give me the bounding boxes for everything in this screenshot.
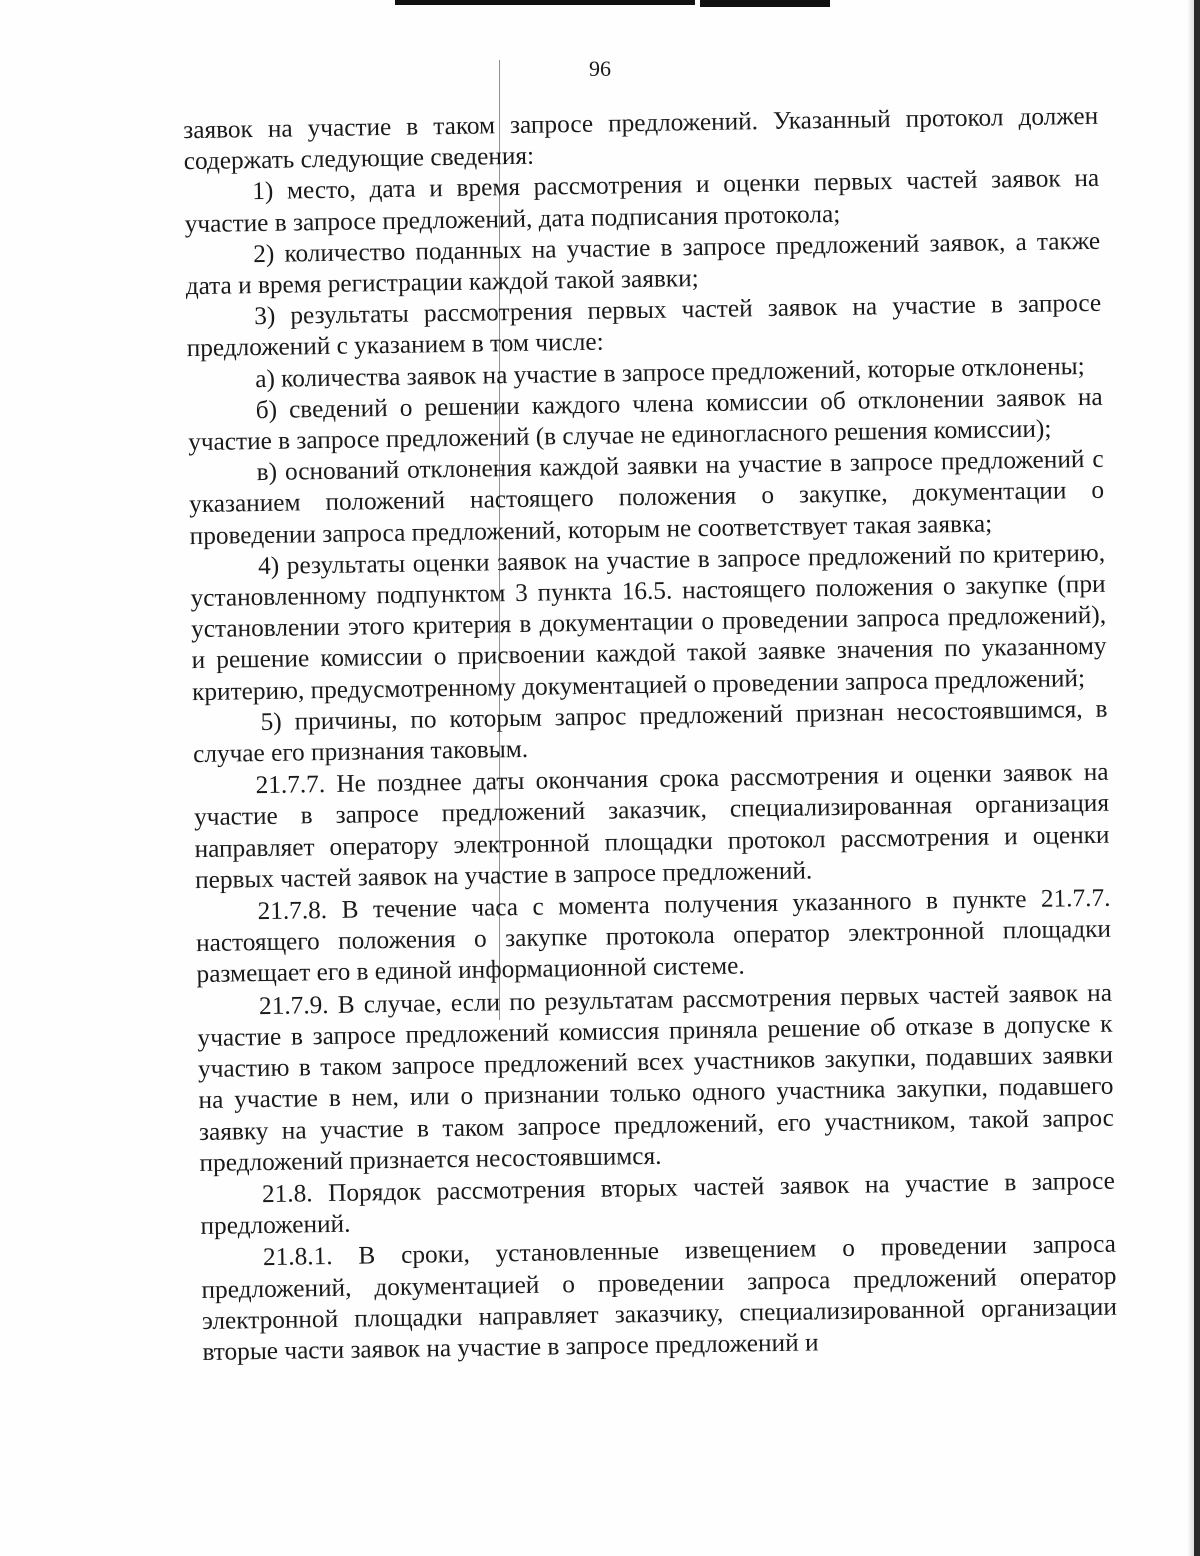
sub-item-b: б) сведений о решении каждого члена комиссии об отклонении заявок на участие в запросе предложений (в случае не единогласного решения комиссии); <box>187 382 1103 457</box>
list-item-4: 4) результаты оценки заявок на участие в запросе предложений по критерию, установленному подпунктом 3 пункта 16.5. настоящего положения о закупке (при установлении этого критерия в документации о проведении запроса предложений), и решение комиссии о присвоении каждой такой заявке значения по указанному критерию, предусмотренному документацией о проведении запроса предложений; <box>190 538 1107 706</box>
list-item-3: 3) результаты рассмотрения первых частей заявок на участие в запросе предложений с указанием в том числе: <box>186 289 1102 363</box>
clause-21-7-8: 21.7.8. В течение часа с момента получения указанного в пункте 21.7.7. настоящего положения о закупке протокола оператор электронной площадки размещает его в единой информационной системе. <box>195 883 1112 989</box>
list-item-1: 1) место, дата и время рассмотрения и оценки первых частей заявок на участие в запросе предложений, дата подписания протокола; <box>184 164 1100 238</box>
sub-item-a: а) количества заявок на участие в запросе предложений, которые отклонены; <box>254 351 1085 393</box>
paragraph-protocol-intro: заявок на участие в таком запросе предложений. Указанный протокол должен содержать следующие сведения: <box>183 101 1099 176</box>
scan-artifact-top-left <box>395 0 695 5</box>
list-item-5: 5) причины, по которым запрос предложений признан несостоявшимся, в случае его признания таковым. <box>192 694 1108 769</box>
document-body <box>183 101 1118 1368</box>
clause-21-8-1: 21.8.1. В сроки, установленные извещением о проведении запроса предложений, документацией о проведении запроса предложений оператор электронной площадки направляет заказчику, специализированной организации вторые части заявок на участие в запросе предложений и <box>201 1229 1118 1366</box>
clause-21-7-9: 21.7.9. В случае, если по результатам рассмотрения первых частей заявок на участие в запросе предложений комиссия приняла решение об отказе в допуске к участию в таком запросе предложений всех участников закупки, подавших заявки на участие в нем, или о признании только одного участника закупки, подавшего заявку на участие в таком запросе предложений, его участником, такой запрос предложений признается несостоявшимся. <box>197 978 1115 1177</box>
list-item-2: 2) количество поданных на участие в запросе предложений заявок, а также дата и время регистрации каждой такой заявки; <box>185 226 1101 301</box>
scan-artifact-right-edge <box>1194 0 1200 1556</box>
clause-21-8: 21.8. Порядок рассмотрения вторых частей заявок на участие в запросе предложений. <box>200 1166 1116 1241</box>
page-number: 96 <box>589 56 611 81</box>
sub-item-v: в) оснований отклонения каждой заявки на участие в запросе предложений с указанием положений настоящего положения о закупке, документации о проведении запроса предложений, которым не соответствует такая заявка; <box>188 445 1105 550</box>
clause-21-7-7: 21.7.7. Не позднее даты окончания срока рассмотрения и оценки заявок на участие в запросе предложений заказчик, специализированная организация направляет оператору электронной площадки протокол рассмотрения и оценки первых частей заявок на участие в запросе предложений. <box>193 757 1110 894</box>
scan-artifact-top-right <box>700 0 830 7</box>
